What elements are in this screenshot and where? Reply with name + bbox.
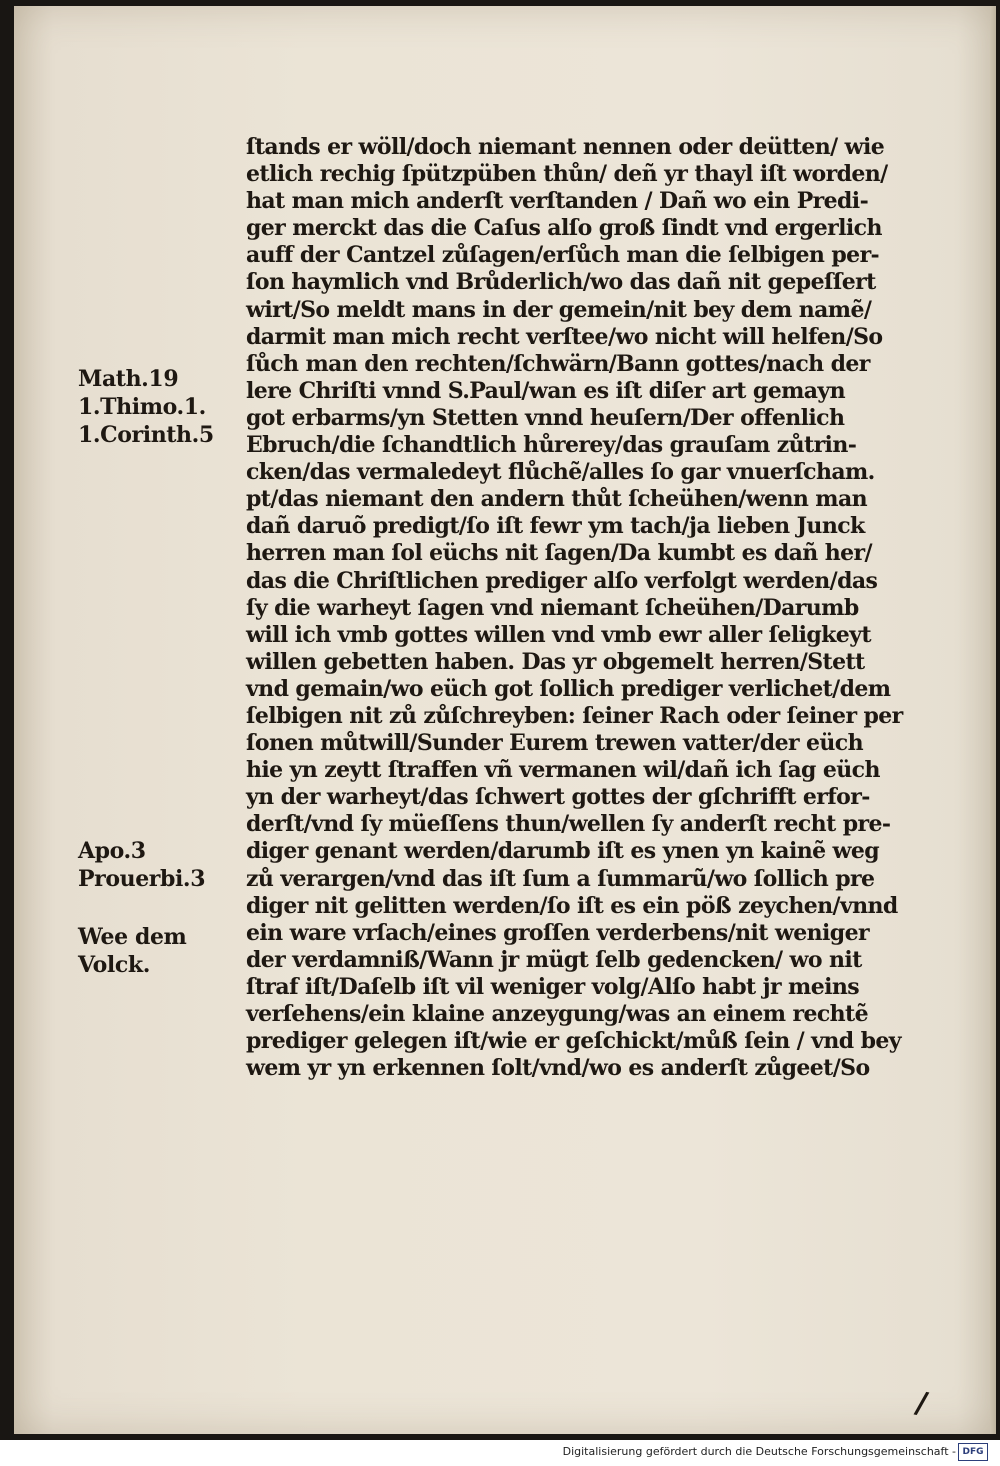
text-line: willen gebetten haben. Das yr obgemelt herren/Stett (246, 648, 865, 675)
book-page (14, 6, 996, 1434)
margin-note-thimo: 1.Thimo.1. (78, 394, 206, 420)
text-line: diger nit gelitten werden/ſo iſt es ein pöß zeychen/vnnd (246, 892, 898, 919)
page-edge (990, 6, 996, 1434)
text-line: ſůch man den rechten/ſchwärn/Bann gottes/nach der (246, 350, 870, 377)
funding-notice: Digitalisierung gefördert durch die Deutsche Forschungsgemeinschaft - (562, 1445, 956, 1458)
margin-note-math: Math.19 (78, 366, 179, 392)
text-line: vnd gemain/wo eüch got ſollich prediger verlichet/dem (246, 675, 891, 702)
text-line: auff der Cantzel zůſagen/erſůch man die ſelbigen per- (246, 242, 880, 269)
text-line: ſon haymlich vnd Brůderlich/wo das dañ nit gepeſſert (246, 269, 876, 296)
main-text-block (246, 134, 962, 1082)
text-line: prediger gelegen iſt/wie er geſchickt/můß ſein / vnd bey (246, 1028, 901, 1055)
text-line: Ebruch/die ſchandtlich hůrerey/das grauſam zůtrin- (246, 432, 857, 459)
text-line: hie yn zeytt ſtraffen vñ vermanen wil/dañ ich ſag eüch (246, 757, 880, 784)
text-line: wirt/So meldt mans in der gemein/nit bey dem namẽ/ (246, 296, 872, 323)
text-line: der verdamniß/Wann jr mügt ſelb gedencken/ wo nit (246, 946, 862, 973)
text-line: zů verargen/vnd das iſt ſum a ſummarũ/wo ſollich pre (246, 865, 875, 892)
text-line: derſt/vnd ſy müeſſens thun/wellen ſy anderſt recht pre- (246, 811, 891, 838)
text-line: diger genant werden/darumb iſt es ynen yn kainẽ weg (246, 838, 880, 865)
text-line: hat man mich anderſt verſtanden / Dañ wo ein Predi- (246, 188, 869, 215)
text-line: yn der warheyt/das ſchwert gottes der gſchrifft erfor- (246, 784, 870, 811)
text-line: herren man ſol eüchs nit ſagen/Da kumbt es dañ her/ (246, 540, 872, 567)
text-line: ſtraf iſt/Daſelb iſt vil weniger volg/Alſo habt jr meins (246, 973, 860, 1000)
text-line: cken/das vermaledeyt flůchẽ/alles ſo gar vnuerſcham. (246, 459, 875, 486)
text-line: wem yr yn erkennen ſolt/vnd/wo es anderſt zůgeet/So (246, 1055, 870, 1082)
margin-note-apo: Apo.3 (78, 838, 146, 864)
text-line: will ich vmb gottes willen vnd vmb ewr aller ſeligkeyt (246, 621, 871, 648)
margin-note-prouerbi: Prouerbi.3 (78, 866, 206, 892)
margin-note-volck: Volck. (78, 952, 150, 978)
text-line: verſehens/ein klaine anzeygung/was an einem rechtẽ (246, 1001, 868, 1027)
catchmark: / (912, 1385, 931, 1422)
footer-bar (0, 1440, 1000, 1466)
text-line: ger merckt das die Caſus alſo groß ſindt vnd ergerlich (246, 215, 882, 242)
text-line: darmit man mich recht verſtee/wo nicht will helfen/So (246, 323, 883, 350)
text-line: ein ware vrſach/eines groſſen verderbens/nit weniger (246, 919, 869, 946)
text-line: ſtands er wöll/doch niemant nennen oder deütten/ wie (246, 134, 885, 160)
text-line: got erbarms/yn Stetten vnnd heuſern/Der offenlich (246, 404, 845, 431)
text-line: etlich rechig ſpützpüben thůn/ deñ yr thayl iſt worden/ (246, 161, 888, 188)
dfg-logo-icon: DFG (958, 1443, 988, 1461)
margin-note-corinth: 1.Corinth.5 (78, 422, 214, 448)
text-line: ſy die warheyt ſagen vnd niemant ſcheühen/Darumb (246, 594, 859, 621)
text-line: ſelbigen nit zů zůſchreyben: ſeiner Rach oder ſeiner per (246, 702, 903, 729)
margin-note-wee-dem: Wee dem (78, 924, 187, 950)
text-line: ſonen můtwill/Sunder Eurem trewen vatter/der eüch (246, 730, 864, 757)
text-line: pt/das niemant den andern thůt ſcheühen/wenn man (246, 486, 868, 513)
text-line: das die Chriſtlichen prediger alſo verfolgt werden/das (246, 567, 878, 594)
text-line: dañ daruõ predigt/ſo iſt fewr ym tach/ja lieben Junck (246, 513, 865, 540)
text-line: lere Chriſti vnnd S.Paul/wan es iſt diſer art gemayn (246, 377, 846, 404)
